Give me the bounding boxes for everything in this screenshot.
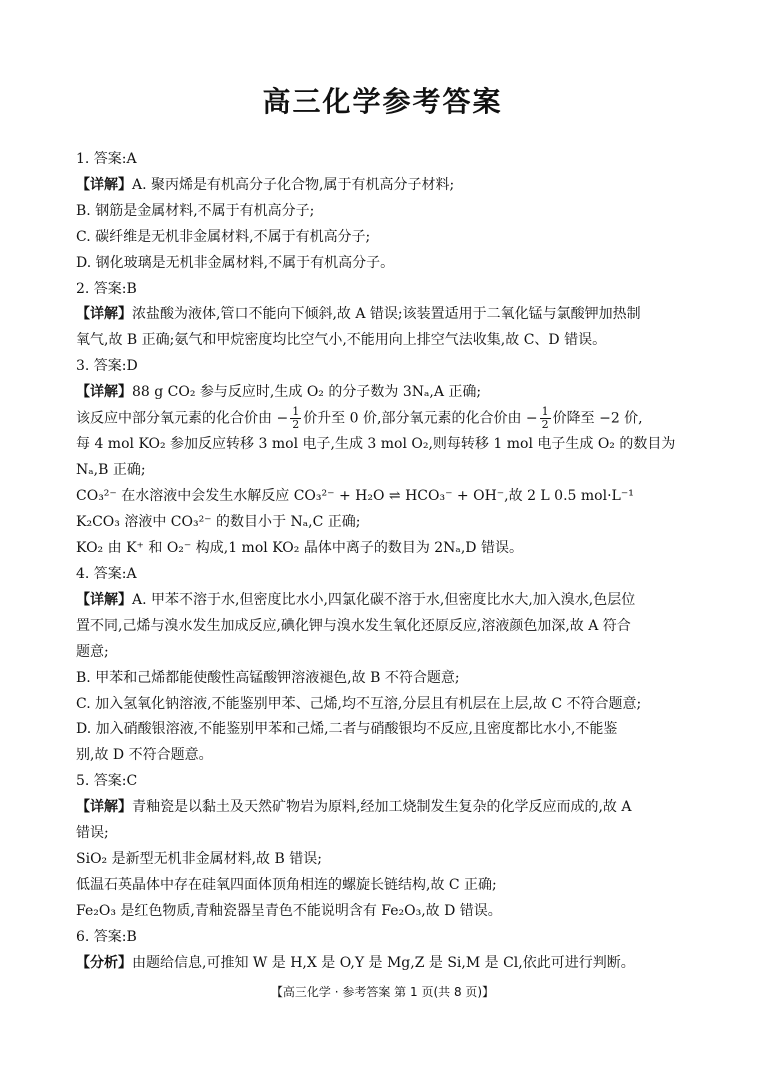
text-line: [76, 406, 696, 432]
text-line: [76, 743, 696, 769]
text-line: [76, 925, 696, 951]
line-text: 5. 答案:C: [76, 773, 138, 790]
text-line: [76, 277, 696, 303]
text-line: [76, 692, 696, 718]
line-text: A. 甲苯不溶于水,但密度比水小,四氯化碳不溶于水,但密度比水大,加入溴水,色层位: [132, 591, 636, 608]
line-text: B. 甲苯和己烯都能使酸性高锰酸钾溶液褪色,故 B 不符合题意;: [76, 669, 460, 686]
text-line: [76, 432, 696, 458]
line-text: 别,故 D 不符合题意。: [76, 747, 213, 764]
line-text: 浓盐酸为液体,管口不能向下倾斜,故 A 错误;该装置适用于二氧化锰与氯酸钾加热制: [132, 306, 641, 323]
text-line: [76, 536, 696, 562]
text-line: [76, 847, 696, 873]
text-line: [76, 199, 696, 225]
text-line: [76, 251, 696, 277]
line-text: A. 聚丙烯是有机高分子化合物,属于有机高分子材料;: [132, 176, 455, 193]
fraction: $\frac{1}{2}$: [292, 406, 300, 432]
line-text: D. 加入硝酸银溶液,不能鉴别甲苯和己烯,二者与硝酸银均不反应,且密度都比水小,不能鉴: [76, 721, 618, 738]
text-line: [76, 147, 696, 173]
text-line: [76, 328, 696, 354]
section-tag: 【详解】: [76, 384, 132, 401]
line-text: 2. 答案:B: [76, 280, 137, 297]
line-text: 该反应中部分氧元素的化合价由 −: [76, 410, 289, 427]
text-line: [76, 821, 696, 847]
section-tag: 【详解】: [76, 176, 132, 193]
line-text: C. 加入氢氧化钠溶液,不能鉴别甲苯、己烯,均不互溶,分层且有机层在上层,故 C 不符合题意;: [76, 695, 642, 712]
line-text: 由题给信息,可推知 W 是 H,X 是 O,Y 是 Mg,Z 是 Si,M 是 Cl,依此可进行判断。: [132, 954, 635, 971]
line-text: B. 钢筋是金属材料,不属于有机高分子;: [76, 202, 315, 219]
answer-body: [76, 147, 696, 977]
line-text: 错误;: [76, 825, 109, 842]
line-text: Nₐ,B 正确;: [76, 462, 146, 479]
text-line: [76, 510, 696, 536]
line-text: Fe₂O₃ 是红色物质,青釉瓷器呈青色不能说明含有 Fe₂O₃,故 D 错误。: [76, 902, 502, 919]
line-text: 青釉瓷是以黏土及天然矿物岩为原料,经加工烧制发生复杂的化学反应而成的,故 A: [132, 799, 632, 816]
text-line: [76, 951, 696, 977]
line-text: C. 碳纤维是无机非金属材料,不属于有机高分子;: [76, 228, 371, 245]
page-footer: 【高三化学 · 参考答案 第 1 页(共 8 页)】: [270, 985, 495, 999]
section-tag: 【详解】: [76, 591, 132, 608]
line-text: 3. 答案:D: [76, 358, 138, 375]
line-text: 低温石英晶体中存在硅氧四面体顶角相连的螺旋长链结构,故 C 正确;: [76, 876, 497, 893]
line-text: 题意;: [76, 643, 109, 660]
line-text: K₂CO₃ 溶液中 CO₃²⁻ 的数目小于 Nₐ,C 正确;: [76, 514, 361, 531]
text-line: [76, 717, 696, 743]
line-text: CO₃²⁻ 在水溶液中会发生水解反应 CO₃²⁻ + H₂O ⇌ HCO₃⁻ + OH⁻,故 2 L 0.5 mol·L⁻¹: [76, 488, 634, 505]
text-line: [76, 380, 696, 406]
line-text: 价升至 0 价,部分氧元素的化合价由 −: [303, 410, 538, 427]
line-text: 4. 答案:A: [76, 566, 137, 582]
line-text: 置不同,己烯与溴水发生加成反应,碘化钾与溴水发生氧化还原反应,溶液颜色加深,故 A 符合: [76, 617, 631, 634]
text-line: [76, 640, 696, 666]
fraction: $\frac{1}{2}$: [541, 406, 549, 432]
text-line: [76, 302, 696, 328]
text-line: [76, 458, 696, 484]
line-text: KO₂ 由 K⁺ 和 O₂⁻ 构成,1 mol KO₂ 晶体中离子的数目为 2Nₐ,D 错误。: [76, 540, 523, 557]
text-line: [76, 666, 696, 692]
line-text: 氧气,故 B 正确;氨气和甲烷密度均比空气小,不能用向上排空气法收集,故 C、D 错误。: [76, 332, 607, 349]
text-line: [76, 173, 696, 199]
text-line: [76, 562, 696, 588]
text-line: [76, 873, 696, 899]
line-text: SiO₂ 是新型无机非金属材料,故 B 错误;: [76, 850, 322, 867]
section-tag: 【分析】: [76, 954, 132, 971]
line-text: D. 钢化玻璃是无机非金属材料,不属于有机高分子。: [76, 254, 395, 271]
text-line: [76, 588, 696, 614]
line-text: 价降至 −2 价,: [552, 410, 643, 427]
line-text: 88 g CO₂ 参与反应时,生成 O₂ 的分子数为 3Nₐ,A 正确;: [132, 384, 482, 401]
text-line: [76, 899, 696, 925]
line-text: 6. 答案:B: [76, 928, 137, 945]
text-line: [76, 225, 696, 251]
page-title: 高三化学参考答案: [262, 85, 503, 118]
section-tag: 【详解】: [76, 799, 132, 816]
text-line: [76, 354, 696, 380]
line-text: 1. 答案:A: [76, 151, 137, 167]
text-line: [76, 769, 696, 795]
section-tag: 【详解】: [76, 306, 132, 323]
text-line: [76, 795, 696, 821]
text-line: [76, 484, 696, 510]
line-text: 每 4 mol KO₂ 参加反应转移 3 mol 电子,生成 3 mol O₂,则每转移 1 mol 电子生成 O₂ 的数目为: [76, 436, 676, 453]
text-line: [76, 614, 696, 640]
